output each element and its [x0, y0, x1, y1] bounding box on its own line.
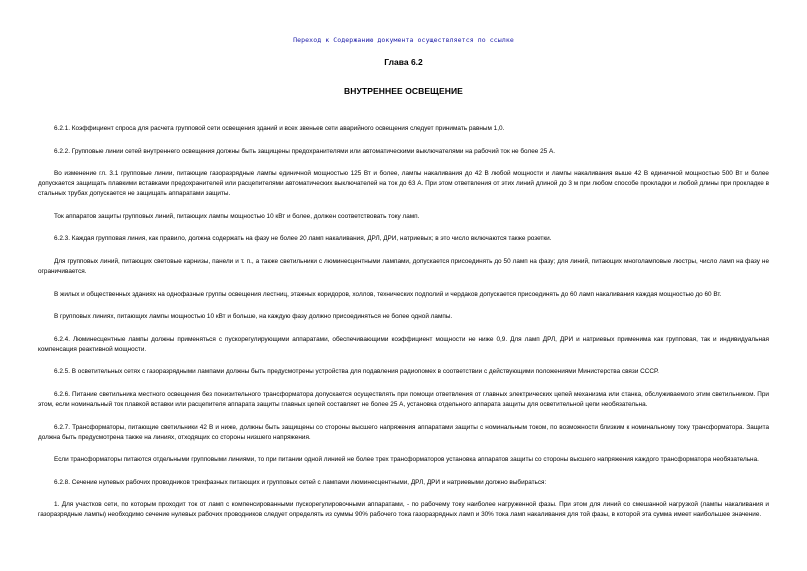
paragraph-6-2-8-item-1: 1. Для участков сети, по которым проходит ток от ламп с компенсированными пускорегулировочными аппаратами, - по рабочему току наиболее нагруженной фазы. При этом для линий со смешанной нагрузкой (лампы накаливания и газоразрядные лампы) необходимо сечение нулевых рабочих проводников следует определять из суммы 90% рабочего тока газоразрядных ламп и 30% тока ламп накаливания для той фазы, в которой эта сумма имеет наибольшее значение. [38, 501, 769, 519]
paragraph-6-2-7: 6.2.7. Трансформаторы, питающие светильники 42 В и ниже, должны быть защищены со стороны высшего напряжения аппаратами защиты с номинальным током, по возможности близким к номинальному току трансформатора. Защита должна быть предусмотрена также на линиях, отходящих со стороны низшего напряжения. [38, 423, 769, 441]
paragraph-6-2-3-high-power: В групповых линиях, питающих лампы мощностью 10 кВт и больше, на каждую фазу должно присоединяться не более одной лампы. [54, 313, 453, 321]
toc-navigation-link[interactable]: Переход к Содержанию документа осуществляется по ссылке [293, 36, 514, 44]
paragraph-6-2-4: 6.2.4. Люминесцентные лампы должны применяться с пускорегулирующими аппаратами, обеспечивающими коэффициент мощности не ниже 0,9. Для ламп ДРЛ, ДРИ и натриевых применима как групповая, так и индивидуальная компенсация реактивной мощности. [38, 335, 769, 353]
paragraph-6-2-2-amendment: Во изменение гл. 3.1 групповые линии, питающие газоразрядные лампы единичной мощностью 125 Вт и более, лампы накаливания до 42 В любой мощности и лампы накаливания выше 42 В единичной мощностью 500 Вт и более допускается защищать плавкими вставками предохранителей или расцепителями автоматических выключателей на ток до 63 А. При этом ответвления от этих линий длиной до 3 м при любом способе прокладки и любой длины при прокладке в стальных трубах допускается не защищать аппаратами защиты. [38, 170, 769, 198]
paragraph-6-2-1: 6.2.1. Коэффициент спроса для расчета групповой сети освещения зданий и всех звеньев сети аварийного освещения следует принимать равным 1,0. [54, 125, 505, 132]
section-title: ВНУТРЕННЕЕ ОСВЕЩЕНИЕ [344, 86, 463, 96]
paragraph-6-2-7-transformers: Если трансформаторы питаются отдельными групповыми линиями, то при питании одной линией не более трех трансформаторов установка аппаратов защиты со стороны высшего напряжения каждого трансформатора необязательна. [54, 456, 759, 464]
paragraph-6-2-3: 6.2.3. Каждая групповая линия, как правило, должна содержать на фазу не более 20 ламп накаливания, ДРЛ, ДРИ, натриевых; в это число включаются также розетки. [54, 235, 552, 243]
paragraph-6-2-3-residential: В жилых и общественных зданиях на однофазные группы освещения лестниц, этажных коридоров, холлов, технических подполий и чердаков допускается присоединять до 60 ламп накаливания каждая мощностью до 60 Вт. [54, 290, 722, 298]
paragraph-6-2-6: 6.2.6. Питание светильника местного освещения без понизительного трансформатора допускается осуществлять при помощи ответвления от главных электрических цепей механизма или станка, обслуживаемого этим светильником. При этом, если номинальный ток плавкой вставки или расцепителя аппарата защиты главных цепей составляет не более 25 А, установка отдельного аппарата защиты для осветительной цепи необязательна. [38, 390, 769, 408]
paragraph-6-2-5: 6.2.5. В осветительных сетях с газоразрядными лампами должны быть предусмотрены устройства для подавления радиопомех в соответствии с действующими положениями Министерства связи СССР. [54, 368, 659, 376]
paragraph-6-2-3-cornices: Для групповых линий, питающих световые карнизы, панели и т. п., а также светильники с люминесцентными лампами, допускается присоединять до 50 ламп на фазу; для линий, питающих многоламповые люстры, число ламп на фазу не ограничивается. [38, 257, 769, 275]
paragraph-6-2-2: 6.2.2. Групповые линии сетей внутреннего освещения должны быть защищены предохранителями или автоматическими выключателями на рабочий ток не более 25 А. [54, 147, 555, 155]
paragraph-6-2-8: 6.2.8. Сечение нулевых рабочих проводников трехфазных питающих и групповых сетей с лампами люминесцентными, ДРЛ, ДРИ и натриевыми должно выбираться: [54, 478, 547, 486]
document-body [38, 124, 769, 533]
chapter-number: Глава 6.2 [384, 57, 423, 67]
paragraph-6-2-2-current: Ток аппаратов защиты групповых линий, питающих лампы мощностью 10 кВт и более, должен соответствовать току ламп. [54, 212, 420, 220]
